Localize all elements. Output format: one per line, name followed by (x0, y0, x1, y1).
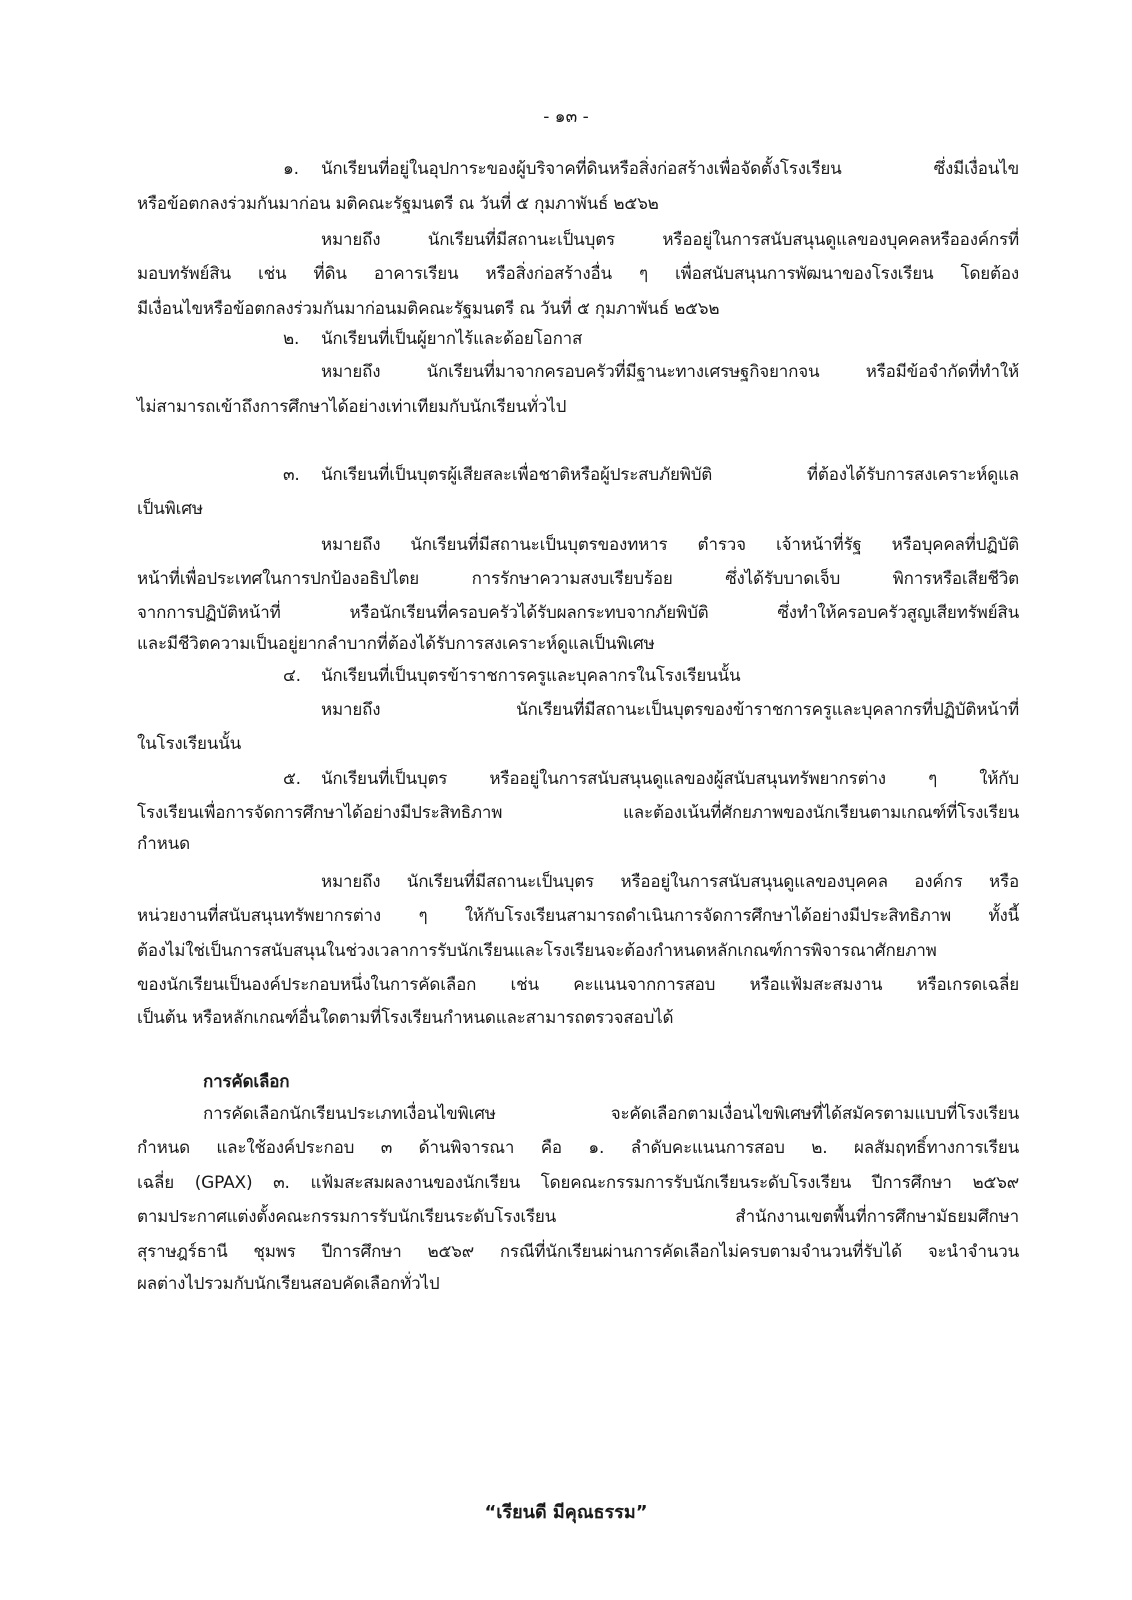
item-1-title-line-2: หรือข้อตกลงร่วมกันมาก่อน มติคณะรัฐมนตรี ณ วันที่ ๕ กุมภาพันธ์ ๒๕๖๒ (137, 194, 659, 214)
item-3-title-line-1: ๓. นักเรียนที่เป็นบุตรผู้เสียสละเพื่อชาติหรือผู้ประสบภัยพิบัติ ที่ต้องได้รับการสงเคราะห์ดูแล (137, 459, 1019, 491)
item-4-desc-line-2: ในโรงเรียนนั้น (137, 734, 242, 754)
item-3-desc-line-1: หมายถึง นักเรียนที่มีสถานะเป็นบุตรของทหาร ตำรวจ เจ้าหน้าที่รัฐ หรือบุคคลที่ปฏิบัติ (321, 535, 1019, 555)
item-5-desc-line-3: ต้องไม่ใช่เป็นการสนับสนุนในช่วงเวลาการรับนักเรียนและโรงเรียนจะต้องกำหนดหลักเกณฑ์การพิจารณาศักยภาพ (137, 941, 937, 961)
selection-heading: การคัดเลือก (203, 1072, 290, 1092)
selection-line-2: กำหนด และใช้องค์ประกอบ ๓ ด้านพิจารณา คือ ๑. ลำดับคะแนนการสอบ ๒. ผลสัมฤทธิ์ทางการเรียน (137, 1138, 1019, 1158)
selection-line-1: การคัดเลือกนักเรียนประเภทเงื่อนไขพิเศษ จะคัดเลือกตามเงื่อนไขพิเศษที่ได้สมัครตามแบบที่โรงเรียน (203, 1104, 1019, 1124)
item-4-number: ๔. (283, 666, 301, 686)
selection-line-5: สุราษฎร์ธานี ชุมพร ปีการศึกษา ๒๕๖๙ กรณีที่นักเรียนผ่านการคัดเลือกไม่ครบตามจำนวนที่รับได้ จะนำจำนวน (137, 1242, 1019, 1262)
footer-motto: “เรียนดี มีคุณธรรม” (484, 1502, 648, 1523)
page-number: - ๑๓ - (543, 107, 589, 127)
selection-line-6: ผลต่างไปรวมกับนักเรียนสอบคัดเลือกทั่วไป (137, 1274, 440, 1294)
item-3-number: ๓. (283, 465, 300, 485)
item-2-number: ๒. (283, 329, 300, 349)
item-2-title: ๒. นักเรียนที่เป็นผู้ยากไร้และด้อยโอกาส (137, 323, 1019, 355)
item-5-desc-line-1: หมายถึง นักเรียนที่มีสถานะเป็นบุตร หรืออยู่ในการสนับสนุนดูแลของบุคคล องค์กร หรือ (321, 872, 1019, 892)
selection-line-4: ตามประกาศแต่งตั้งคณะกรรมการรับนักเรียนระดับโรงเรียน สำนักงานเขตพื้นที่การศึกษามัธยมศึกษา (137, 1207, 1019, 1227)
item-5-desc-line-5: เป็นต้น หรือหลักเกณฑ์อื่นใดตามที่โรงเรียนกำหนดและสามารถตรวจสอบได้ (137, 1008, 674, 1028)
item-3-desc-line-2: หน้าที่เพื่อประเทศในการปกป้องอธิปไตย การรักษาความสงบเรียบร้อย ซึ่งได้รับบาดเจ็บ พิการหรือเสียชีวิต (137, 569, 1019, 589)
item-4-desc-line-1: หมายถึง นักเรียนที่มีสถานะเป็นบุตรของข้าราชการครูและบุคลากรที่ปฏิบัติหน้าที่ (321, 700, 1019, 720)
item-5-number: ๕. (283, 769, 301, 789)
item-5-desc-line-2: หน่วยงานที่สนับสนุนทรัพยากรต่าง ๆ ให้กับโรงเรียนสามารถดำเนินการจัดการศึกษาได้อย่างมีประสิทธิภาพ ทั้งนี้ (137, 906, 1019, 926)
item-5-title-line-3: กำหนด (137, 834, 190, 854)
item-1-number: ๑. (283, 159, 299, 179)
item-3-title-line-2: เป็นพิเศษ (137, 499, 203, 519)
item-2-desc-line-1: หมายถึง นักเรียนที่มาจากครอบครัวที่มีฐานะทางเศรษฐกิจยากจน หรือมีข้อจำกัดที่ทำให้ (321, 362, 1019, 382)
item-1-title-line-1: ๑. นักเรียนที่อยู่ในอุปการะของผู้บริจาคที่ดินหรือสิ่งก่อสร้างเพื่อจัดตั้งโรงเรียน ซึ่งมีเงื่อนไข (137, 153, 1019, 185)
item-1-desc-line-1: หมายถึง นักเรียนที่มีสถานะเป็นบุตร หรืออยู่ในการสนับสนุนดูแลของบุคคลหรือองค์กรที่ (321, 230, 1019, 250)
item-5-desc-line-4: ของนักเรียนเป็นองค์ประกอบหนึ่งในการคัดเลือก เช่น คะแนนจากการสอบ หรือแฟ้มสะสมงาน หรือเกรดเฉลี่ย (137, 975, 1019, 995)
item-1-desc-line-3: มีเงื่อนไขหรือข้อตกลงร่วมกันมาก่อนมติคณะรัฐมนตรี ณ วันที่ ๕ กุมภาพันธ์ ๒๕๖๒ (137, 299, 720, 319)
item-1-desc-line-2: มอบทรัพย์สิน เช่น ที่ดิน อาคารเรียน หรือสิ่งก่อสร้างอื่น ๆ เพื่อสนับสนุนการพัฒนาของโรงเรียน โดยต้อง (137, 264, 1019, 284)
item-3-desc-line-3: จากการปฏิบัติหน้าที่ หรือนักเรียนที่ครอบครัวได้รับผลกระทบจากภัยพิบัติ ซึ่งทำให้ครอบครัวสูญเสียทรัพย์สิน (137, 603, 1019, 623)
item-2-desc-line-2: ไม่สามารถเข้าถึงการศึกษาได้อย่างเท่าเทียมกับนักเรียนทั่วไป (137, 397, 567, 417)
item-4-title: ๔. นักเรียนที่เป็นบุตรข้าราชการครูและบุคลากรในโรงเรียนนั้น (137, 660, 1019, 692)
item-5-title-line-2: โรงเรียนเพื่อการจัดการศึกษาได้อย่างมีประสิทธิภาพ และต้องเน้นที่ศักยภาพของนักเรียนตามเกณฑ์ที่โรงเรียน (137, 803, 1019, 823)
selection-line-3: เฉลี่ย (GPAX) ๓. แฟ้มสะสมผลงานของนักเรียน โดยคณะกรรมการรับนักเรียนระดับโรงเรียน ปีการศึกษา ๒๕๖๙ (137, 1173, 1019, 1193)
item-5-title-line-1: ๕. นักเรียนที่เป็นบุตร หรืออยู่ในการสนับสนุนดูแลของผู้สนับสนุนทรัพยากรต่าง ๆ ให้กับ (137, 763, 1019, 795)
item-3-desc-line-4: และมีชีวิตความเป็นอยู่ยากลำบากที่ต้องได้รับการสงเคราะห์ดูแลเป็นพิเศษ (137, 634, 655, 654)
